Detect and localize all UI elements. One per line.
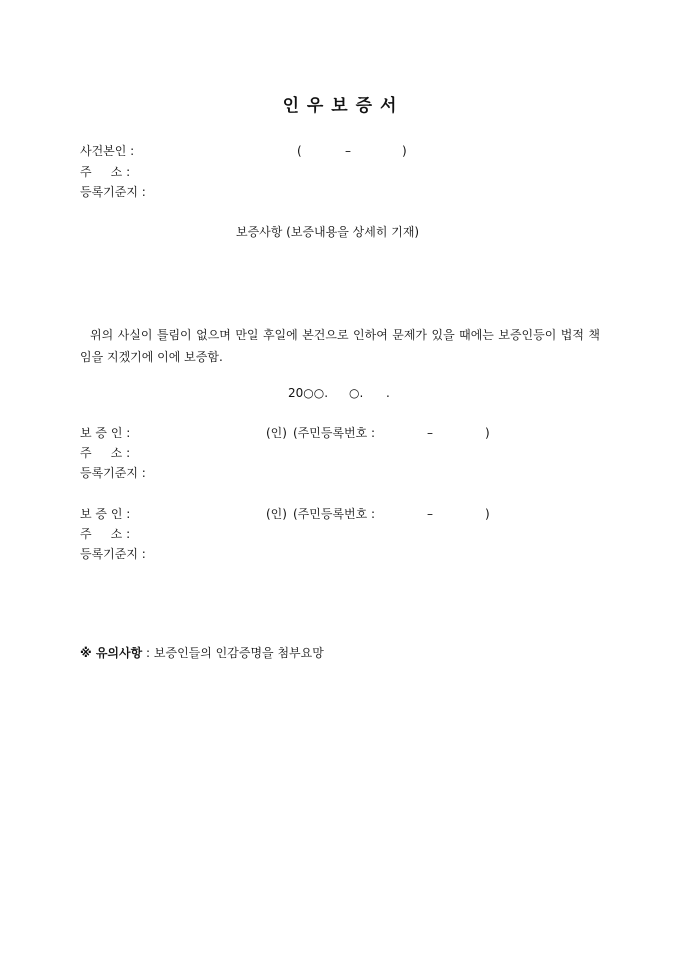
principal-address-label: 주 소 :	[80, 165, 131, 179]
date-month: ○.	[349, 386, 364, 400]
guarantor-2-close: )	[485, 507, 490, 521]
principal-id-open: (	[297, 144, 302, 158]
guarantor-1-address-label: 주 소 :	[80, 446, 131, 460]
guarantee-heading: 보증사항 (보증내용을 상세히 기재)	[236, 225, 420, 239]
guarantor-2-seal: (인)	[266, 507, 287, 521]
statement-paragraph: 위의 사실이 틀림이 없으며 만일 후일에 본건으로 인하여 문제가 있을 때에는 보증인등이 법적 책임을 지겠기에 이에 보증함.	[80, 328, 600, 364]
principal-id-close: )	[402, 144, 407, 158]
document-title: 인 우 보 증 서	[282, 96, 398, 116]
guarantor-1-resident-no-label: (주민등록번호 :	[293, 426, 376, 440]
guarantor-2-registry-label: 등록기준지 :	[80, 547, 146, 561]
date-day: .	[386, 386, 390, 400]
note-prefix: ※ 유의사항	[80, 646, 143, 660]
guarantor-2-resident-no-dash: –	[427, 507, 433, 521]
principal-registry-label: 등록기준지 :	[80, 185, 146, 199]
guarantor-2-name-label: 보 증 인 :	[80, 507, 131, 521]
guarantor-1-seal: (인)	[266, 426, 287, 440]
date-year: 20○○.	[288, 386, 329, 400]
principal-name-label: 사건본인 :	[80, 144, 135, 158]
guarantor-2-resident-no-label: (주민등록번호 :	[293, 507, 376, 521]
guarantor-1-close: )	[485, 426, 490, 440]
guarantor-1-resident-no-dash: –	[427, 426, 433, 440]
note-text: : 보증인들의 인감증명을 첨부요망	[146, 646, 324, 660]
guarantor-1-registry-label: 등록기준지 :	[80, 466, 146, 480]
guarantor-2-address-label: 주 소 :	[80, 527, 131, 541]
principal-id-dash: –	[345, 144, 351, 158]
note-line	[80, 647, 324, 659]
guarantor-1-name-label: 보 증 인 :	[80, 426, 131, 440]
